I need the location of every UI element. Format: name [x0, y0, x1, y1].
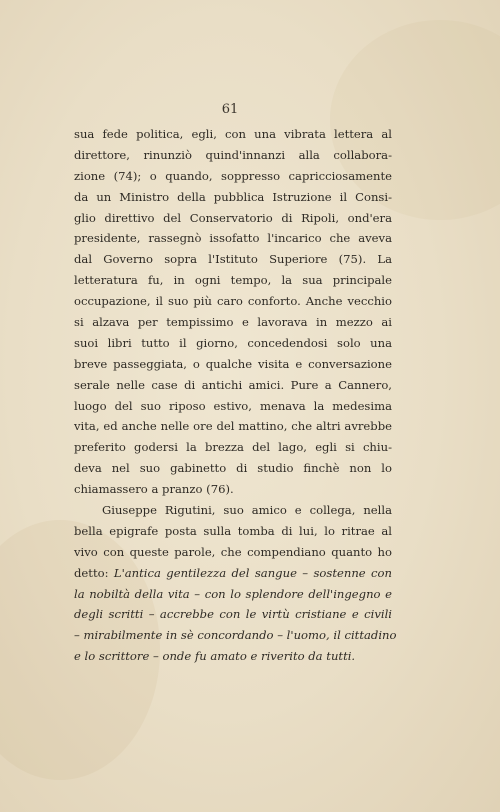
text-line: luogo del suo riposo estivo, menava la medesima: [74, 398, 392, 413]
text-line: [74, 563, 392, 584]
text-line: bella epigrafe posta sulla tomba di lui, lo ritrae al: [74, 523, 392, 538]
text-line: vivo con queste parole, che compendiano quanto ho: [74, 544, 392, 559]
text-line: preferito godersi la brezza del lago, egli si chiu-: [74, 440, 392, 455]
text-line: la nobiltà della vita – con lo splendore dell'ingegno e: [74, 586, 392, 601]
text-line: si alzava per tempissimo e lavorava in mezzo ai: [74, 315, 392, 330]
text-segment: detto:: [74, 565, 114, 580]
text-line: dal Governo sopra l'Istituto Superiore (75). La: [74, 252, 392, 267]
text-line: sua fede politica, egli, con una vibrata lettera al: [74, 127, 392, 141]
text-line: letteratura fu, in ogni tempo, la sua principale: [74, 273, 392, 288]
text-line: occupazione, il suo più caro conforto. Anche vecchio: [74, 294, 392, 309]
text-line: – mirabilmente in sè concordando – l'uomo, il cittadino: [74, 628, 397, 643]
text-line: da un Ministro della pubblica Istruzione il Consi-: [74, 189, 392, 204]
text-line: glio direttivo del Conservatorio di Ripoli, ond'era: [74, 210, 392, 225]
text-line: chiamassero a pranzo (76).: [74, 482, 234, 497]
text-line: degli scritti – accrebbe con le virtù cristiane e civili: [74, 607, 392, 622]
text-line: vita, ed anche nelle ore del mattino, che altri avrebbe: [74, 419, 392, 434]
text-line: breve passeggiata, o qualche visita e conversazione: [74, 356, 392, 371]
text-line: direttore, rinunziò quind'innanzi alla collabora-: [74, 147, 392, 162]
text-line: Giuseppe Rigutini, suo amico e collega, nella: [102, 503, 392, 518]
text-line: presidente, rassegnò issofatto l'incarico che aveva: [74, 231, 392, 246]
text-line: e lo scrittore – onde fu amato e riverito da tutti.: [74, 649, 356, 664]
page-number: 61: [221, 102, 239, 117]
text-line: deva nel suo gabinetto di studio finchè non lo: [74, 461, 392, 476]
body-text: [74, 124, 397, 667]
text-line: serale nelle case di antichi amici. Pure a Cannero,: [74, 377, 392, 392]
text-line: suoi libri tutto il giorno, concedendosi solo una: [74, 335, 392, 350]
text-line: zione (74); o quando, soppresso capricciosamente: [74, 168, 392, 183]
epigraph-segment: L'antica gentilezza del sangue – sostenne con: [113, 565, 392, 580]
